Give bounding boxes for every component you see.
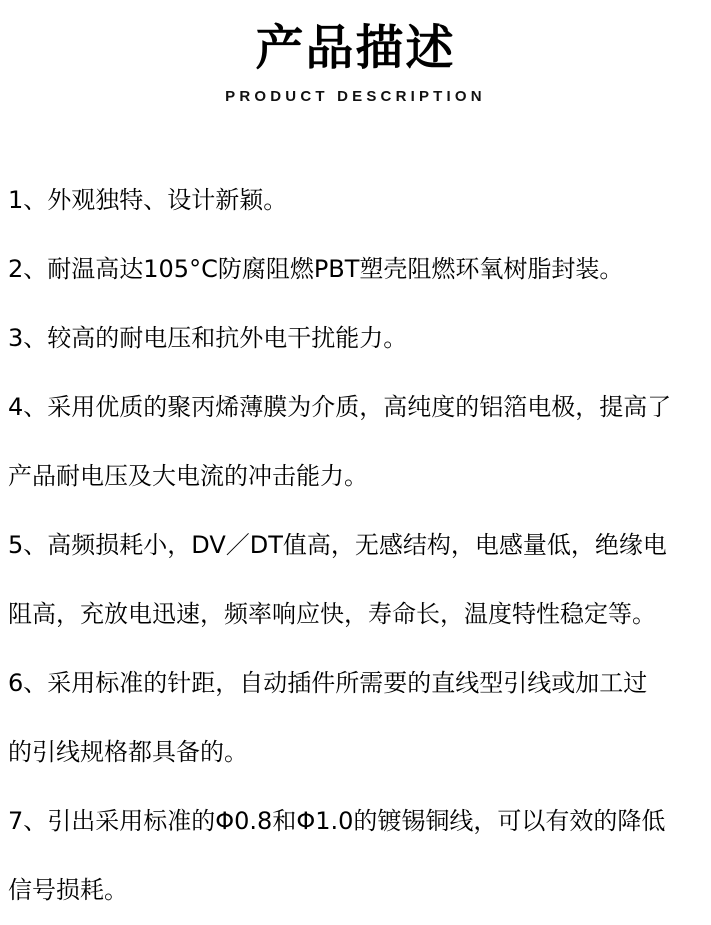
description-line-6a: 6、采用标准的针距，自动插件所需要的直线型引线或加工过 [8,669,648,697]
description-line-3: 3、较高的耐电压和抗外电干扰能力。 [8,324,408,352]
description-list [8,166,708,925]
description-line-2: 2、耐温高达105°C防腐阻燃PBT塑壳阻燃环氧树脂封装。 [8,255,624,283]
page-subtitle: PRODUCT DESCRIPTION [225,88,486,105]
description-line-7a: 7、引出采用标准的Φ0.8和Φ1.0的镀锡铜线，可以有效的降低 [8,807,666,835]
page-title: 产品描述 [255,20,456,76]
section-header [0,18,711,106]
description-line-5a: 5、高频损耗小，DV／DT值高，无感结构，电感量低，绝缘电 [8,531,667,559]
description-line-6b: 的引线规格都具备的。 [8,738,248,766]
description-line-7b: 信号损耗。 [8,876,128,904]
description-line-4a: 4、采用优质的聚丙烯薄膜为介质，高纯度的铝箔电极，提高了 [8,393,672,421]
description-line-1: 1、外观独特、设计新颖。 [8,186,288,214]
description-line-5b: 阻高，充放电迅速，频率响应快，寿命长，温度特性稳定等。 [8,600,656,628]
description-line-4b: 产品耐电压及大电流的冲击能力。 [8,462,368,490]
